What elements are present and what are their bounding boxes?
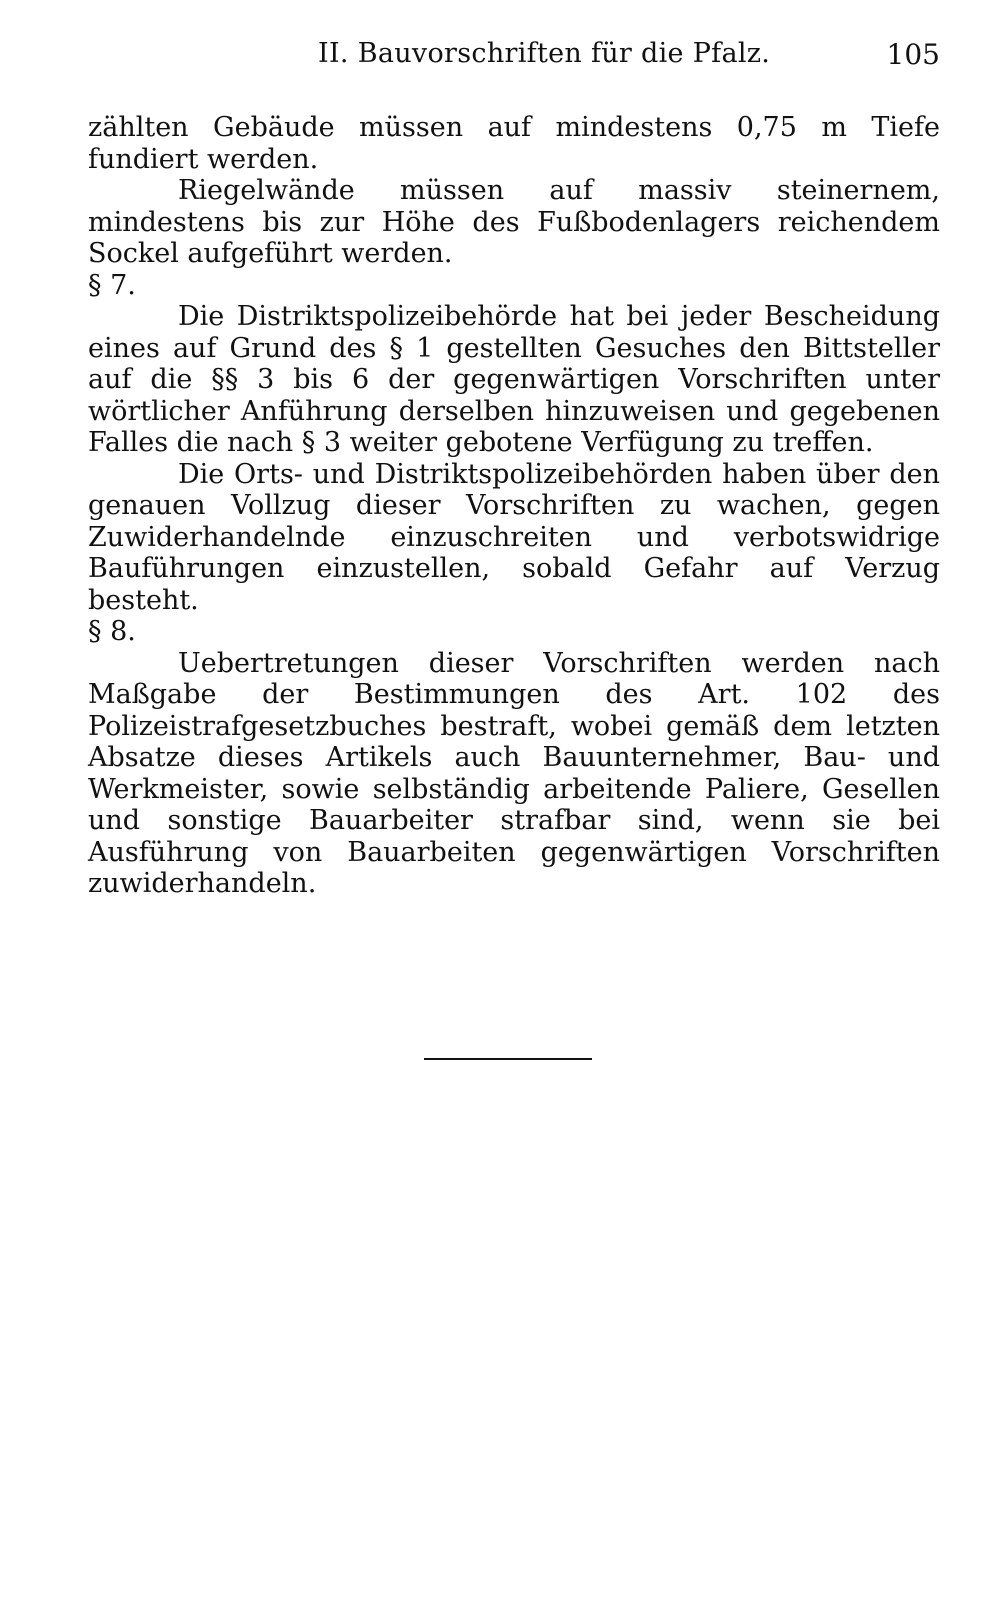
page-header	[88, 38, 940, 78]
page-number: 105	[886, 38, 940, 71]
paragraph-continued: zählten Gebäude müssen auf mindestens 0,75 m Tiefe fundiert werden.	[88, 112, 940, 175]
main-text	[88, 112, 940, 900]
section-heading-7: § 7.	[88, 269, 136, 301]
paragraph-section8: Uebertretungen dieser Vorschriften werden nach Maßgabe der Bestimmungen des Art. 102 des Polizeistrafgesetzbuches bestraft, wobei gemäß dem letzten Absatze dieses Artikels auch Bauunternehmer, Bau- und Werkmeister, sowie selbständig arbeitende Paliere, Gesellen und sonstige Bauarbeiter strafbar sind, wenn sie bei Ausführung von Bauarbeiten gegenwärtigen Vorschriften zuwiderhandeln.	[88, 647, 940, 899]
closing-divider	[424, 1058, 592, 1060]
paragraph-section7-2: Die Orts- und Distriktspolizeibehörden haben über den genauen Vollzug dieser Vorschriften zu wachen, gegen Zuwiderhandelnde einzuschreiten und verbotswidrige Bauführungen einzustellen, sobald Gefahr auf Verzug besteht.	[88, 458, 940, 616]
paragraph-riegelwaende: Riegelwände müssen auf massiv steinernem, mindestens bis zur Höhe des Fußbodenlagers reichendem Sockel aufgeführt werden.	[88, 175, 940, 269]
paragraph-section7-1: Die Distriktspolizeibehörde hat bei jeder Bescheidung eines auf Grund des § 1 gestellten Gesuches den Bittsteller auf die §§ 3 bis 6 der gegenwärtigen Vorschriften unter wörtlicher Anführung derselben hinzuweisen und gegebenen Falles die nach § 3 weiter gebotene Verfügung zu treffen.	[88, 301, 940, 458]
section-heading-8: § 8.	[88, 616, 136, 647]
running-title: II. Bauvorschriften für die Pfalz.	[318, 38, 771, 69]
